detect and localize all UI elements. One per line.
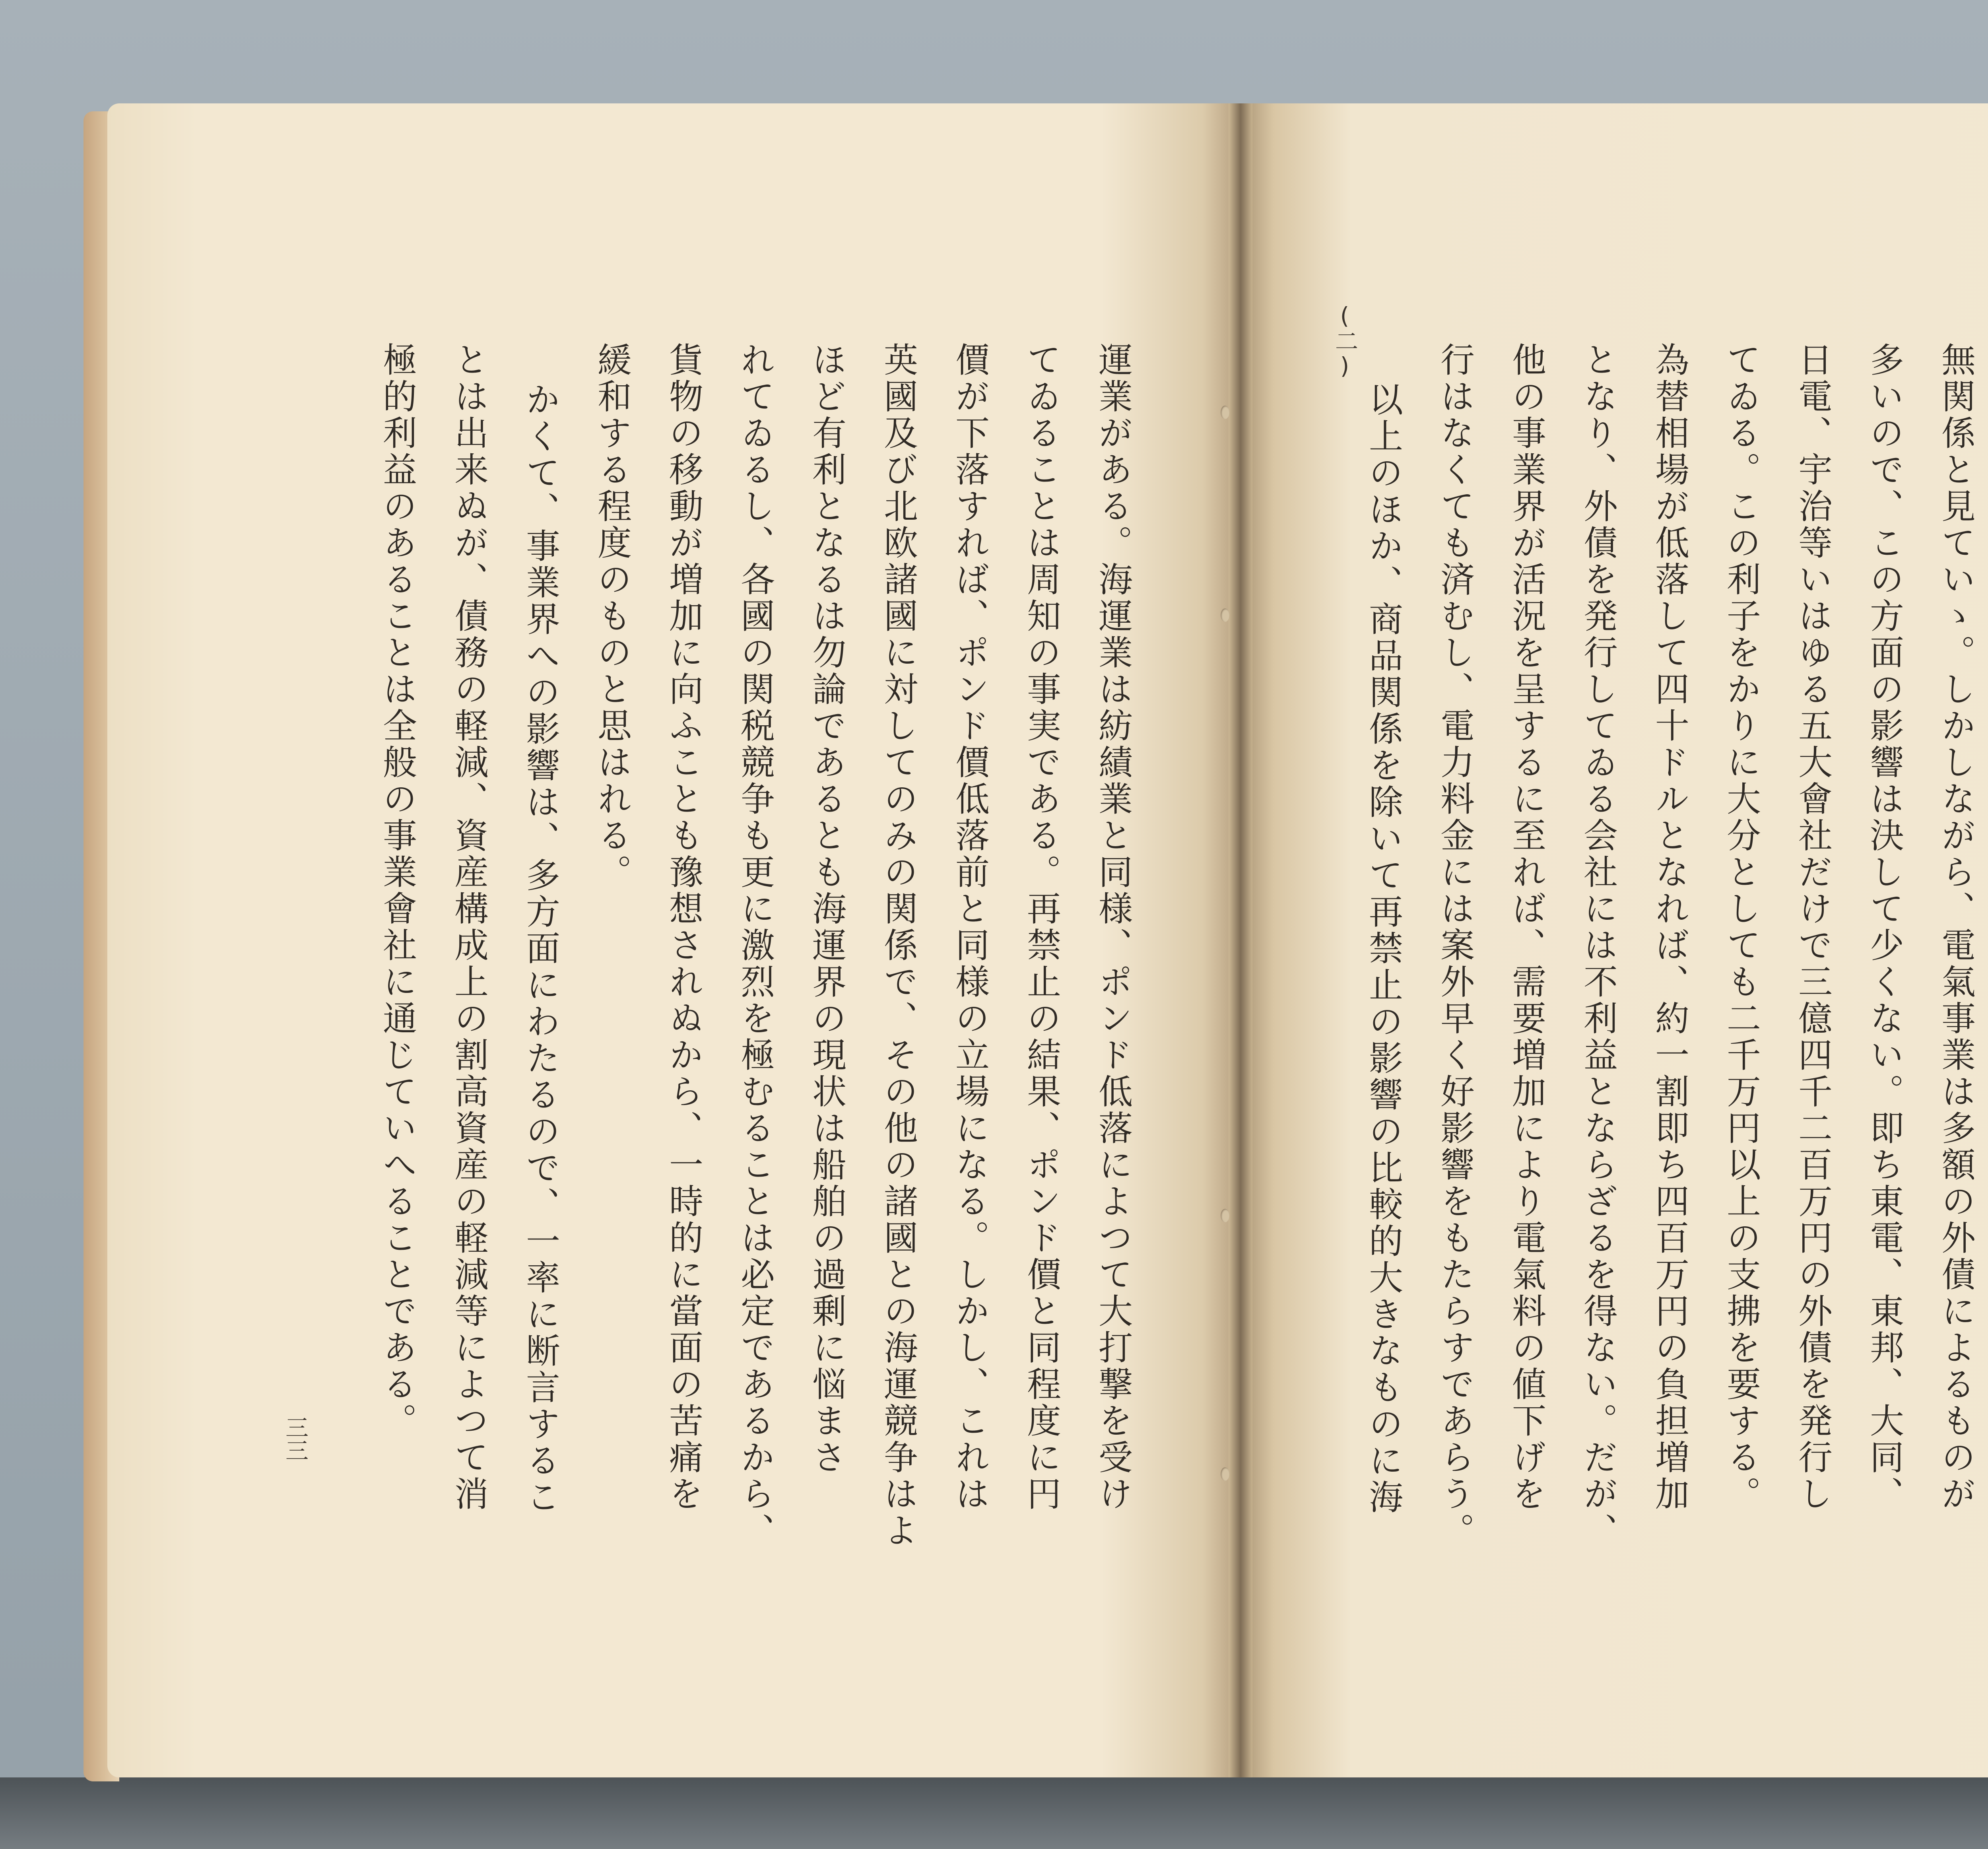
- text-column: 以上のほか、商品関係を除いて再禁止の影響の比較的大きなものに海: [1363, 382, 1403, 1516]
- text-column: 價が下落すれば、ポンド價低落前と同様の立場になる。しかし、これは: [949, 342, 989, 1513]
- text-column: となり、外債を発行してゐる会社には不利益とならざるを得ない。だが、: [1578, 342, 1617, 1549]
- binding-hole: [1221, 406, 1229, 419]
- text-column: 緩和する程度のものと思はれる。: [592, 342, 631, 891]
- text-column: 無関係と見ていゝ。しかしながら、電氣事業は多額の外債によるものが: [1936, 342, 1975, 1513]
- text-column: れてゐるし、各國の関税競争も更に激烈を極むることは必定であるから、: [735, 342, 775, 1549]
- text-column: てゐる。この利子をかりに大分としても二千万円以上の支拂を要する。: [1721, 342, 1761, 1513]
- text-column: 行はなくても済むし、電力料金には案外早く好影響をもたらすであらう。: [1435, 342, 1474, 1549]
- text-column: てゐることは周知の事実である。再禁止の結果、ポンド價と同程度に円: [1021, 342, 1061, 1513]
- text-column: 他の事業界が活況を呈するに至れば、需要増加により電氣料の値下げを: [1506, 342, 1546, 1513]
- text-column: 英國及び北欧諸國に対してのみの関係で、その他の諸國との海運競争はよ: [878, 342, 918, 1549]
- text-column: かくて、事業界への影響は、多方面にわたるので、一率に断言するこ: [520, 382, 560, 1516]
- text-column: ほど有利となるは勿論であるとも海運界の現状は船舶の過剰に悩まさ: [806, 342, 846, 1476]
- text-column: 貨物の移動が増加に向ふことも豫想されぬから、一時的に當面の苦痛を: [663, 342, 703, 1513]
- book-gutter: [1229, 103, 1252, 1777]
- binding-hole: [1221, 1209, 1229, 1222]
- open-book: [83, 95, 1988, 1789]
- text-column: 極的利益のあることは全般の事業會社に通じていへることである。: [377, 342, 417, 1439]
- binding-hole: [1221, 1467, 1229, 1481]
- page-number-left: 三三: [282, 1416, 309, 1462]
- text-column: 運業がある。海運業は紡績業と同様、ポンド低落によつて大打撃を受け: [1093, 342, 1132, 1513]
- text-column: とは出来ぬが、債務の軽減、資産構成上の割高資産の軽減等によつて消: [448, 342, 488, 1513]
- section-marker: (二): [1331, 302, 1358, 379]
- text-column: 日電、宇治等いはゆる五大會社だけで三億四千二百万円の外債を発行し: [1792, 342, 1832, 1513]
- binding-hole: [1221, 608, 1229, 622]
- text-column: 為替相場が低落して四十ドルとなれば、約一割即ち四百万円の負担増加: [1649, 342, 1689, 1513]
- text-column: 多いので、この方面の影響は決して少くない。即ち東電、東邦、大同、: [1864, 342, 1904, 1513]
